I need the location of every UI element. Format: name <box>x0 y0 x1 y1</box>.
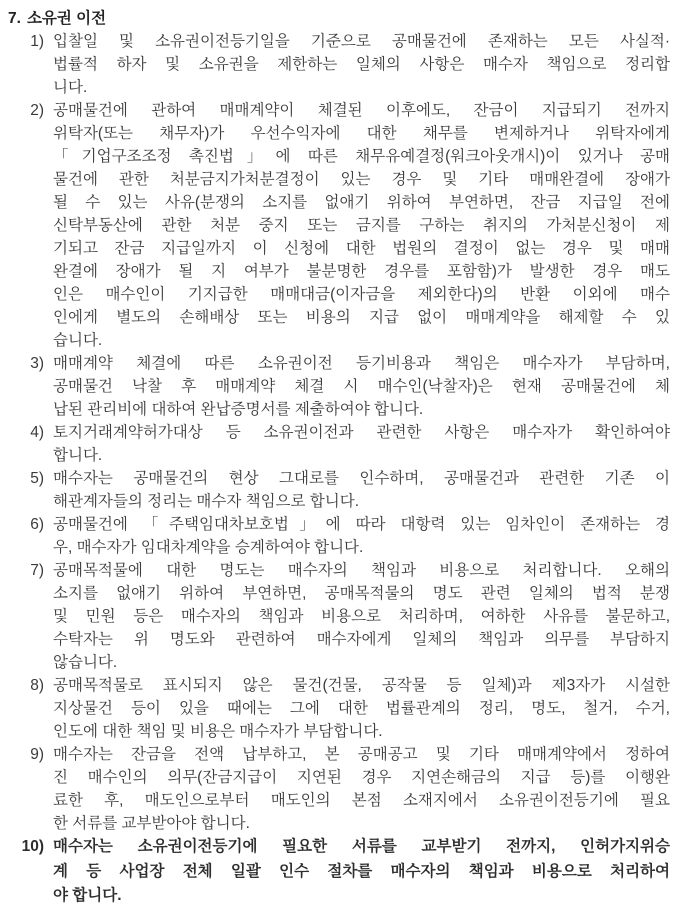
clause-text <box>53 352 670 421</box>
clause-item <box>8 513 670 559</box>
clause-item <box>8 743 670 835</box>
clause-item <box>8 674 670 743</box>
clause-line: 니다. <box>53 79 88 96</box>
clause-number: 7) <box>30 562 44 579</box>
clause-text <box>53 674 670 743</box>
clause-line: 소지를 없애기 위하여 부연하면, 공매목적물의 명도 관련 일체의 법적 분쟁 <box>53 585 670 602</box>
clause-line: 납된 관리비에 대하여 완납증명서를 제출하여야 합니다. <box>53 401 424 418</box>
clause-line: 입찰일 및 소유권이전등기일을 기준으로 공매물건에 존재하는 모든 사실적· <box>53 33 670 50</box>
clause-text <box>53 743 670 835</box>
clause-line: 및 민원 등은 매수자의 책임과 비용으로 처리하며, 여하한 사유를 불문하고, <box>53 608 670 625</box>
clause-line: 습니다. <box>53 332 103 349</box>
clause-line: 진 매수인의 의무(잔금지급이 지연된 경우 지연손해금의 지급 등)를 이행완 <box>53 769 670 786</box>
clause-line: 인에게 별도의 손해배상 또는 비용의 지급 없이 매매계약을 해제할 수 있 <box>53 309 670 326</box>
clause-number: 2) <box>30 102 44 119</box>
clause-text <box>53 467 670 513</box>
clause-line: 매수자는 소유권이전등기에 필요한 서류를 교부받기 전까지, 인허가지위승 <box>53 838 670 855</box>
clause-line: 매매계약 체결에 따른 소유권이전 등기비용과 책임은 매수자가 부담하며, <box>53 355 670 372</box>
clause-line: 위탁자(또는 채무자)가 우선수익자에 대한 채무를 변제하거나 위탁자에게 <box>53 125 670 142</box>
clause-text <box>53 513 670 559</box>
clause-line: 해관계자들의 정리는 매수자 책임으로 합니다. <box>53 493 360 510</box>
clause-text <box>53 30 670 99</box>
clause-line: 계 등 사업장 전체 일괄 인수 절차를 매수자의 책임과 비용으로 처리하여 <box>53 862 670 880</box>
clause-item <box>8 99 670 352</box>
clause-line: 수탁자는 위 명도와 관련하여 매수자에게 일체의 책임과 의무를 부담하지 <box>53 631 670 648</box>
clause-item <box>8 421 670 467</box>
section-number: 7. <box>8 10 21 27</box>
clause-line: 공매물건 낙찰 후 매매계약 체결 시 매수인(낙찰자)은 현재 공매물건에 체 <box>53 378 670 395</box>
clause-line: 토지거래계약허가대상 등 소유권이전과 관련한 사항은 매수자가 확인하여야 <box>53 424 670 441</box>
clause-text <box>53 559 670 674</box>
clause-item <box>8 835 670 909</box>
clause-line: 공매목적물로 표시되지 않은 물건(건물, 공작물 등 일체)과 제3자가 시설한 <box>53 677 670 694</box>
clause-line: 기되고 잔금 지급일까지 이 신청에 대한 법원의 결정이 없는 경우 및 매매 <box>53 240 670 257</box>
clause-item <box>8 30 670 99</box>
clause-line: 인도에 대한 책임 및 비용은 매수자가 부담합니다. <box>53 723 383 740</box>
clause-line: 료한 후, 매도인으로부터 매도인의 본점 소재지에서 소유권이전등기에 필요 <box>53 792 670 809</box>
clause-line: 지상물건 등이 있을 때에는 그에 대한 법률관계의 정리, 명도, 철거, 수거, <box>53 700 670 717</box>
clause-line: 매수자는 공매물건의 현상 그대로를 인수하며, 공매물건과 관련한 기존 이 <box>53 470 670 487</box>
clause-line: 법률적 하자 및 소유권을 제한하는 일체의 사항은 매수자 책임으로 정리합 <box>53 56 670 73</box>
clause-line: 신탁부동산에 관한 처분 중지 또는 금지를 구하는 취지의 가처분신청이 제 <box>53 217 670 234</box>
clause-item <box>8 352 670 421</box>
clause-number: 5) <box>30 470 44 487</box>
clause-line: 공매물건에 관하여 매매계약이 체결된 이후에도, 잔금이 지급되기 전까지 <box>53 102 670 119</box>
clause-line: 완결에 장애가 될 지 여부가 불분명한 경우를 포함함)가 발생한 경우 매도 <box>53 263 670 280</box>
section-title-text: 소유권 이전 <box>26 10 107 27</box>
section-title <box>8 7 670 30</box>
clause-number: 4) <box>30 424 44 441</box>
clause-line: 공매목적물에 대한 명도는 매수자의 책임과 비용으로 처리합니다. 오해의 <box>53 562 670 579</box>
clause-line: 공매물건에 「주택임대차보호법」에 따라 대항력 있는 임차인이 존재하는 경 <box>53 516 670 533</box>
clause-text <box>53 99 670 352</box>
clause-line: 않습니다. <box>53 654 118 671</box>
clause-item <box>8 467 670 513</box>
clause-line: 합니다. <box>53 447 103 464</box>
clause-line: 우, 매수자가 임대차계약을 승계하여야 합니다. <box>53 539 364 556</box>
clause-line: 물건에 관한 처분금지가처분결정이 있는 경우 및 기타 매매완결에 장애가 <box>53 171 670 188</box>
clause-number: 8) <box>30 677 44 694</box>
clause-list <box>8 30 670 909</box>
clause-number: 1) <box>30 33 44 50</box>
clause-number: 10) <box>21 838 44 855</box>
clause-number: 3) <box>30 355 44 372</box>
clause-number: 9) <box>30 746 44 763</box>
clause-line: 야 합니다. <box>53 887 122 904</box>
clause-line: 인은 매수인이 기지급한 매매대금(이자금을 제외한다)의 반환 이외에 매수 <box>53 286 670 303</box>
clause-line: 매수자는 잔금을 전액 납부하고, 본 공매공고 및 기타 매매계약에서 정하여 <box>53 746 670 763</box>
clause-text <box>53 421 670 467</box>
clause-text <box>53 835 670 909</box>
clause-item <box>8 559 670 674</box>
clause-line: 한 서류를 교부받아야 합니다. <box>53 815 250 832</box>
clause-line: 될 수 있는 사유(분쟁의 소지를 없애기 위하여 부연하면, 잔금 지급일 전에 <box>53 194 670 211</box>
clause-number: 6) <box>30 516 44 533</box>
clause-line: 「기업구조조정 촉진법」에 따른 채무유예결정(워크아웃개시)이 있거나 공매 <box>53 148 670 165</box>
